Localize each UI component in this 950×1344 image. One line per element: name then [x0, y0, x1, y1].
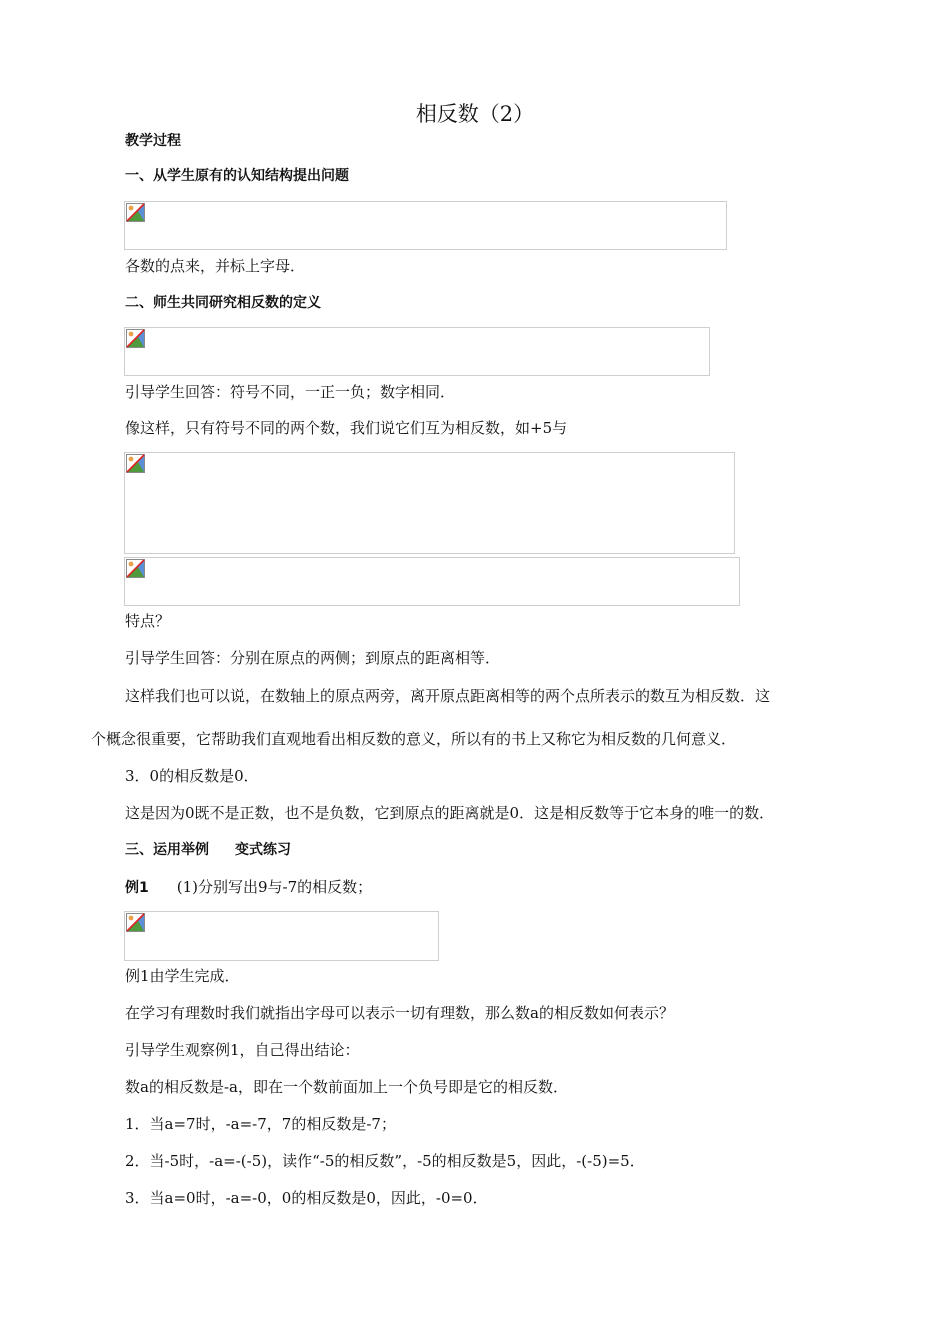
- paragraph-conclusion: 数a的相反数是-a，即在一个数前面加上一个负号即是它的相反数．: [125, 1078, 568, 1096]
- paragraph-concept-line-1: 这样我们也可以说，在数轴上的原点两旁，离开原点距离相等的两个点所表示的数互为相反数．这: [125, 687, 771, 705]
- example1-text: (1)分别写出9与-7的相反数；: [176, 878, 373, 896]
- paragraph-zero: 3．0的相反数是0．: [125, 767, 259, 785]
- image-placeholder-1: [124, 201, 727, 250]
- image-placeholder-2: [124, 327, 710, 376]
- example1-label: 例1: [125, 880, 149, 896]
- paragraph-example1-done: 例1由学生完成．: [125, 967, 240, 985]
- list-item-3: 3．当a=0时，-a=-0，0的相反数是0，因此，-0=0．: [125, 1189, 488, 1207]
- paragraph-zero-reason: 这是因为0既不是正数，也不是负数，它到原点的距离就是0．这是相反数等于它本身的唯一的数．: [125, 804, 775, 822]
- image-placeholder-4: [124, 557, 740, 606]
- broken-image-icon: [126, 203, 145, 222]
- paragraph-points: 各数的点来，并标上字母．: [125, 257, 306, 275]
- section3-heading-part-a: 三、运用举例: [125, 842, 209, 858]
- section3-heading: [125, 840, 291, 860]
- page-title: 相反数（2）: [415, 102, 535, 126]
- section2-heading: 二、师生共同研究相反数的定义: [125, 295, 321, 311]
- paragraph-like-this: 像这样，只有符号不同的两个数，我们说它们互为相反数，如+5与: [125, 419, 568, 437]
- paragraph-guide-2: 引导学生回答：分别在原点的两侧；到原点的距离相等．: [125, 649, 501, 667]
- list-item-2: 2．当-5时，-a=-(-5)，读作“-5的相反数”，-5的相反数是5，因此，-(-5)=5．: [125, 1152, 645, 1170]
- broken-image-icon: [126, 559, 145, 578]
- broken-image-icon: [126, 454, 145, 473]
- example1-line: [125, 877, 372, 898]
- paragraph-concept-line-2: 个概念很重要，它帮助我们直观地看出相反数的意义，所以有的书上又称它为相反数的几何意义．: [91, 730, 737, 748]
- list-item-1: 1．当a=7时，-a=-7，7的相反数是-7；: [125, 1115, 396, 1133]
- broken-image-icon: [126, 913, 145, 932]
- image-placeholder-5: [124, 911, 439, 961]
- heading-teaching-process: 教学过程: [125, 133, 181, 149]
- image-placeholder-3: [124, 452, 735, 554]
- paragraph-observe: 引导学生观察例1，自己得出结论：: [125, 1041, 360, 1059]
- paragraph-letters: 在学习有理数时我们就指出字母可以表示一切有理数，那么数a的相反数如何表示？: [125, 1004, 674, 1022]
- section3-heading-part-b: 变式练习: [235, 842, 291, 858]
- paragraph-guide-1: 引导学生回答：符号不同，一正一负；数字相同．: [125, 383, 456, 401]
- paragraph-feature: 特点？: [125, 612, 171, 630]
- broken-image-icon: [126, 329, 145, 348]
- section1-heading: 一、从学生原有的认知结构提出问题: [125, 168, 349, 184]
